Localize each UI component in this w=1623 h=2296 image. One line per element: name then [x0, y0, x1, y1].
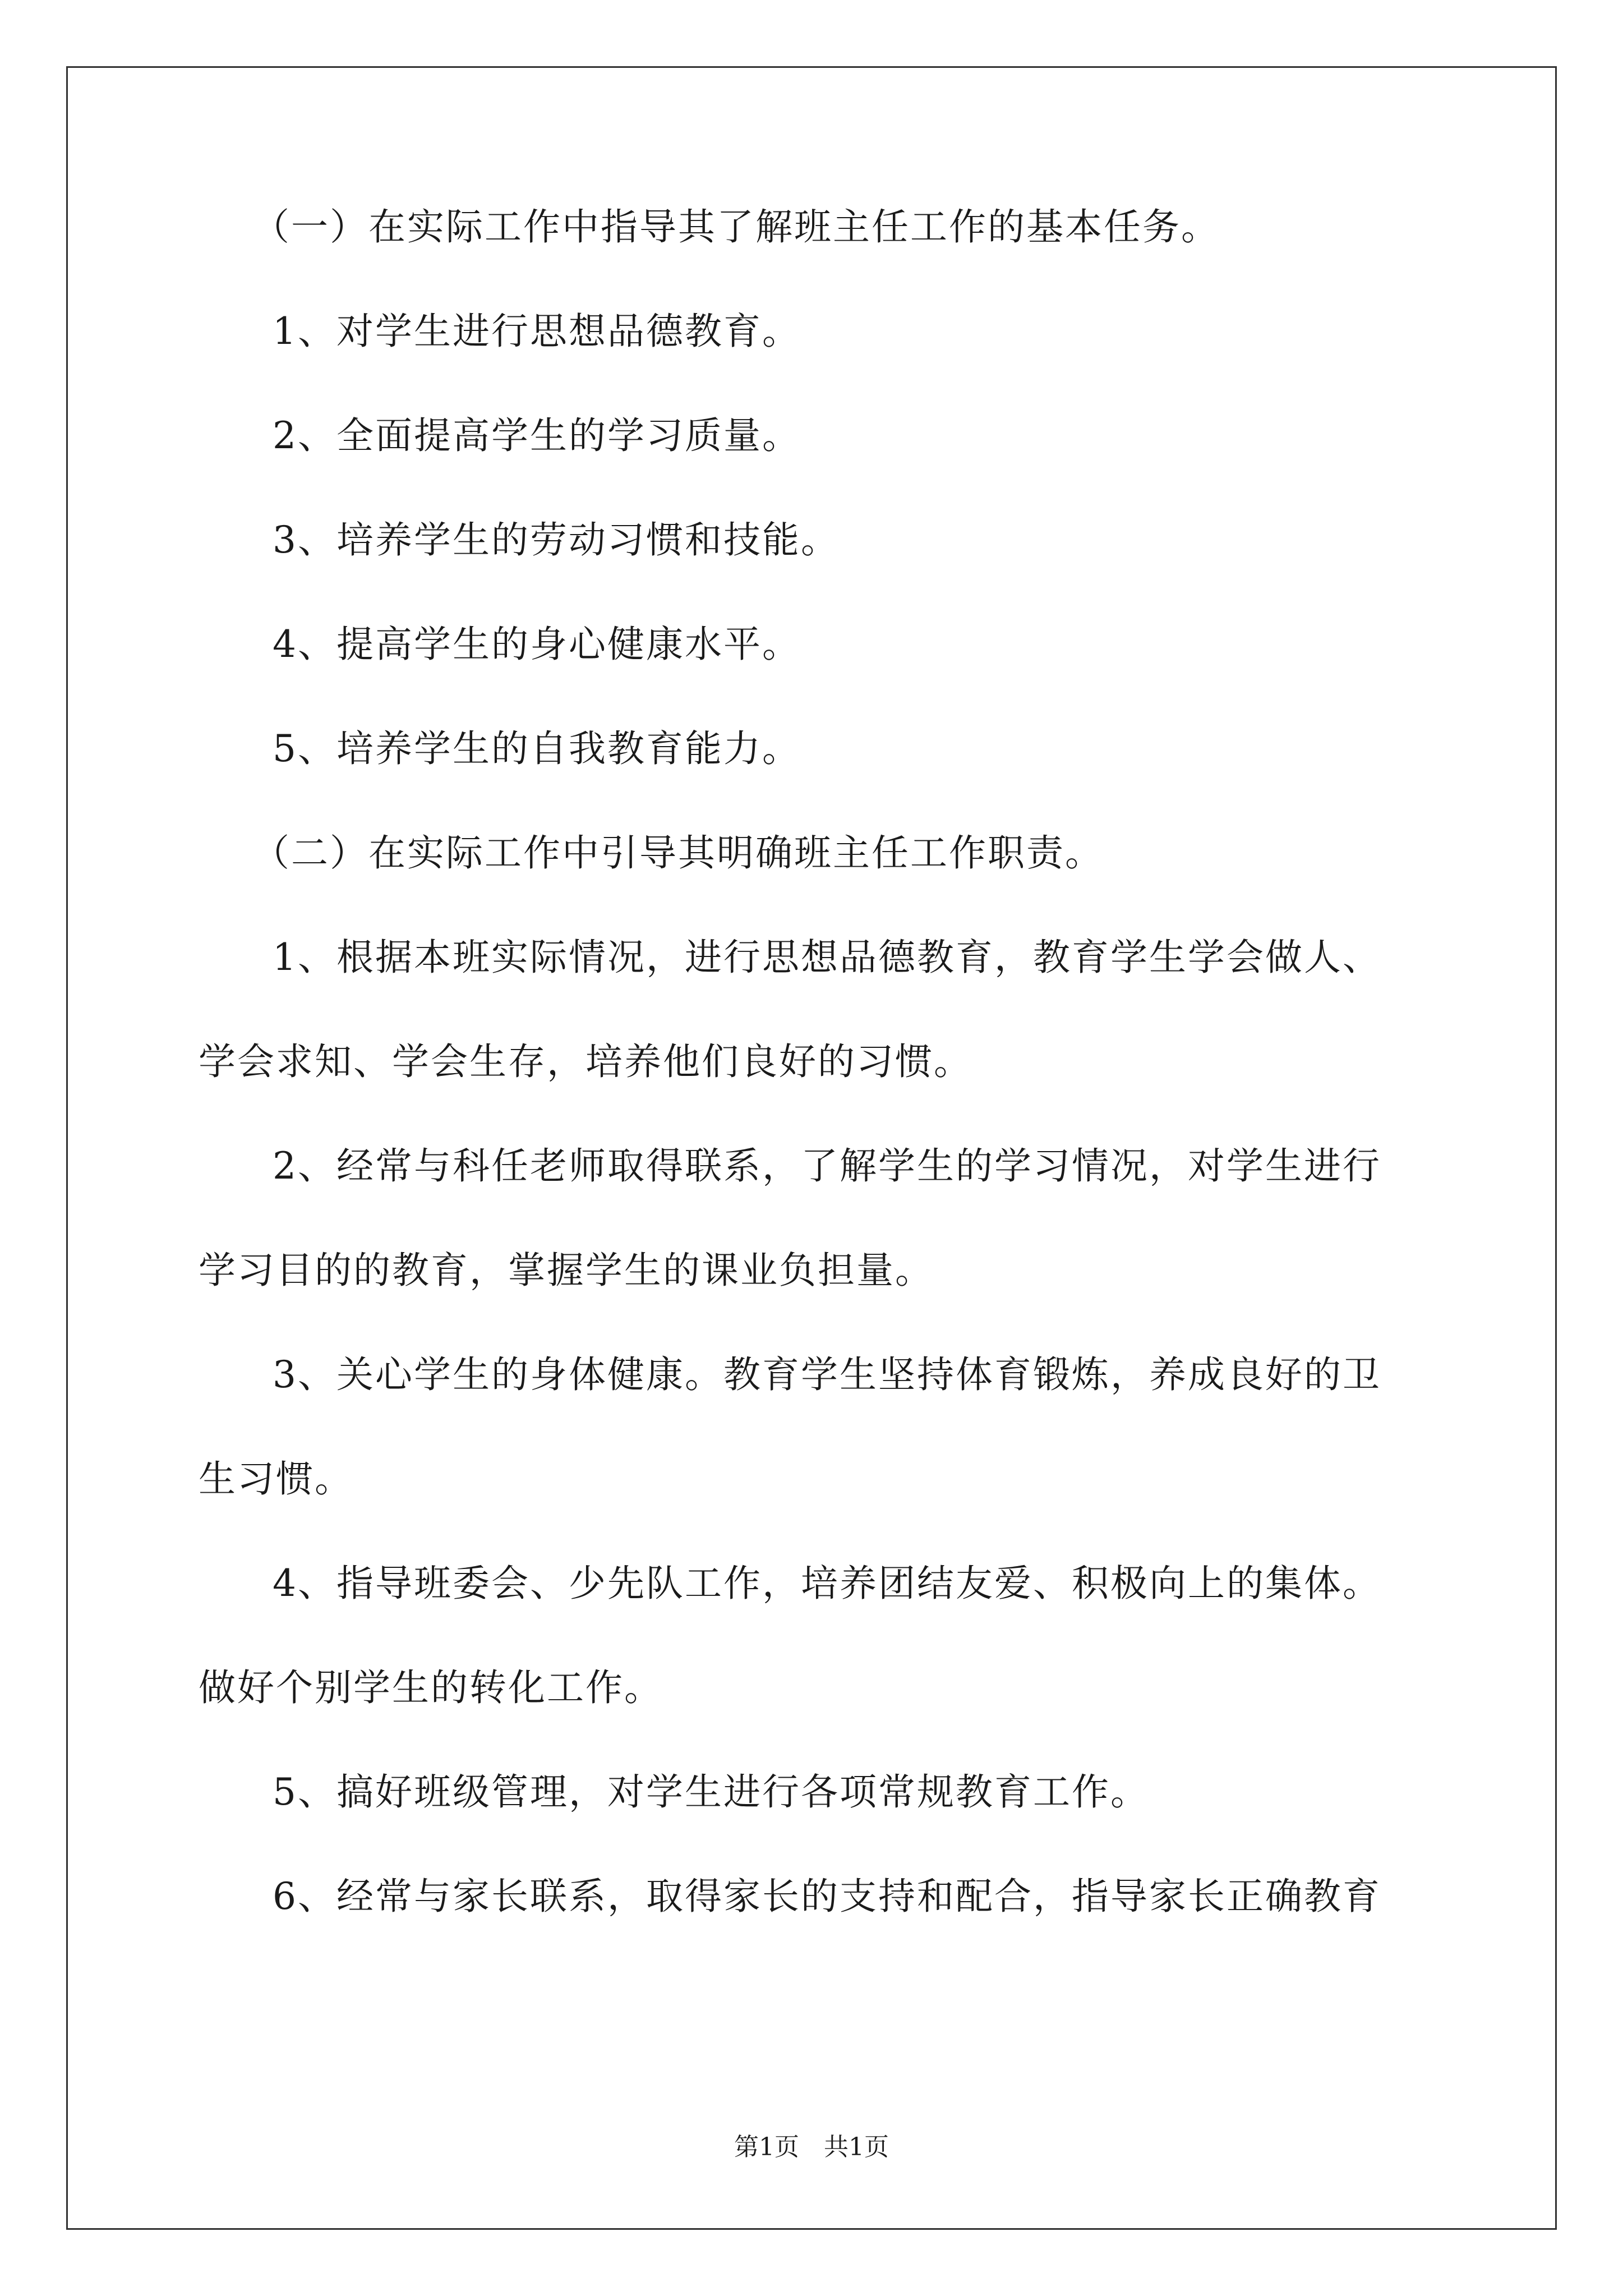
list-item-continuation: 学习目的的教育，掌握学生的课业负担量。 — [199, 1249, 934, 1292]
list-item: 2、全面提高学生的学习质量。 — [273, 414, 801, 457]
list-item: 4、提高学生的身心健康水平。 — [273, 623, 801, 666]
list-item: 4、指导班委会、少先队工作，培养团结友爱、积极向上的集体。 — [273, 1562, 1381, 1605]
list-item: 6、经常与家长联系，取得家长的支持和配合，指导家长正确教育 — [273, 1875, 1381, 1918]
list-item: 1、对学生进行思想品德教育。 — [273, 310, 801, 353]
list-item: 5、搞好班级管理，对学生进行各项常规教育工作。 — [273, 1770, 1149, 1814]
list-item-continuation: 做好个别学生的转化工作。 — [199, 1666, 663, 1709]
list-item-continuation: 学会求知、学会生存，培养他们良好的习惯。 — [199, 1040, 972, 1083]
list-item: 3、培养学生的劳动习惯和技能。 — [273, 518, 840, 562]
list-item: 3、关心学生的身体健康。教育学生坚持体育锻炼，养成良好的卫 — [273, 1353, 1381, 1396]
list-item: 5、培养学生的自我教育能力。 — [273, 727, 801, 770]
list-item: 2、经常与科任老师取得联系，了解学生的学习情况，对学生进行 — [273, 1144, 1381, 1188]
section-heading-1: （一）在实际工作中指导其了解班主任工作的基本任务。 — [252, 205, 1220, 249]
list-item: 1、根据本班实际情况，进行思想品德教育，教育学生学会做人、 — [273, 936, 1381, 979]
page-number-footer: 第1页 共1页 — [734, 2133, 889, 2161]
section-heading-2: （二）在实际工作中引导其明确班主任工作职责。 — [252, 831, 1104, 875]
list-item-continuation: 生习惯。 — [199, 1457, 353, 1501]
